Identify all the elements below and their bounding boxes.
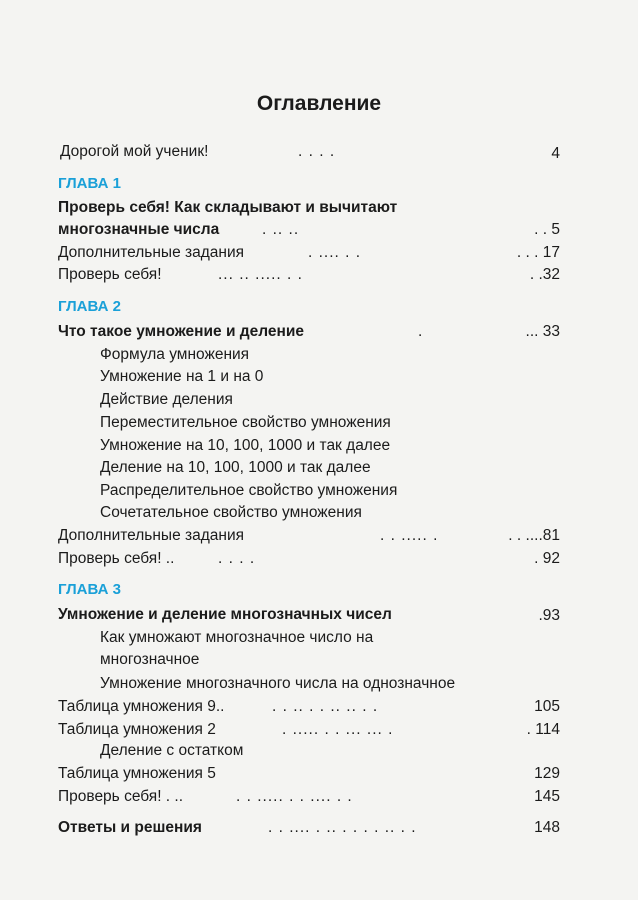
toc-entry-extra-tasks-1[interactable]: Дополнительные задания	[58, 244, 245, 261]
page-number: 4	[551, 145, 560, 162]
page-number: 148	[534, 819, 560, 836]
chapter-heading-2: ГЛАВА 2	[58, 298, 121, 315]
toc-entry-check-3[interactable]: Проверь себя! . ..	[58, 788, 184, 805]
chapter-heading-3: ГЛАВА 3	[58, 581, 121, 598]
toc-entry-chapter3-title[interactable]: Умножение и деление многозначных чисел	[58, 606, 392, 623]
leader-dots: . . . .	[298, 143, 336, 160]
page-number: . . ....81	[508, 527, 560, 544]
toc-subentry[interactable]: Действие деления	[100, 391, 233, 408]
toc-entry-check-1[interactable]: Проверь себя!	[58, 266, 162, 283]
page-number: 129	[534, 765, 560, 782]
toc-subentry[interactable]: Деление на 10, 100, 1000 и так далее	[100, 459, 371, 476]
toc-subentry[interactable]: Умножение многозначного числа на однозначное	[100, 675, 456, 692]
toc-subentry[interactable]: Умножение на 1 и на 0	[100, 368, 264, 385]
toc-subentry-cont[interactable]: многозначное	[100, 651, 200, 668]
leader-dots: . . .. . . .. .. . .	[272, 698, 379, 715]
page-number: ... 33	[525, 323, 560, 340]
toc-entry-extra-tasks-2[interactable]: Дополнительные задания	[58, 527, 245, 544]
toc-subentry[interactable]: Деление с остатком	[100, 742, 244, 759]
toc-entry-intro[interactable]: Дорогой мой ученик!	[60, 143, 209, 160]
leader-dots: ... .. ..... . .	[218, 266, 303, 283]
leader-dots: .	[418, 323, 424, 340]
toc-entry-chapter1-title-cont[interactable]: многозначные числа	[58, 221, 220, 238]
leader-dots: . . . .	[218, 550, 256, 567]
page-number: . 92	[534, 550, 560, 567]
leader-dots: . ..... . . ... ... .	[282, 721, 394, 738]
page-title: Оглавление	[256, 92, 382, 115]
page-number: 105	[534, 698, 560, 715]
page-number: . . . 17	[516, 244, 560, 261]
leader-dots: . .... . .	[308, 244, 362, 261]
toc-entry-table-9[interactable]: Таблица умножения 9..	[58, 698, 225, 715]
toc-entry-chapter2-title[interactable]: Что такое умножение и деление	[58, 323, 305, 340]
chapter-heading-1: ГЛАВА 1	[58, 175, 121, 192]
page-number: .93	[538, 607, 560, 624]
toc-entry-check-2[interactable]: Проверь себя! ..	[58, 550, 175, 567]
toc-entry-answers[interactable]: Ответы и решения	[58, 819, 202, 836]
toc-subentry[interactable]: Переместительное свойство умножения	[100, 414, 391, 431]
toc-subentry[interactable]: Формула умножения	[100, 346, 250, 363]
leader-dots: . . ..... . . .... . .	[236, 788, 353, 805]
leader-dots: . . .... . .. . . . . .. . .	[268, 819, 417, 836]
toc-subentry[interactable]: Умножение на 10, 100, 1000 и так далее	[100, 437, 391, 454]
toc-entry-table-2[interactable]: Таблица умножения 2	[58, 721, 216, 738]
leader-dots: . . ..... .	[380, 527, 439, 544]
toc-entry-chapter1-title[interactable]: Проверь себя! Как складывают и вычитают	[58, 199, 398, 216]
toc-entry-table-5[interactable]: Таблица умножения 5	[58, 765, 216, 782]
toc-subentry[interactable]: Распределительное свойство умножения	[100, 482, 398, 499]
page-number: . .32	[529, 266, 560, 283]
page-number: . 114	[526, 721, 560, 738]
leader-dots: . .. ..	[262, 221, 300, 238]
page-number: . . 5	[534, 221, 560, 238]
page-number: 145	[534, 788, 560, 805]
toc-subentry[interactable]: Как умножают многозначное число на	[100, 629, 374, 646]
toc-subentry[interactable]: Сочетательное свойство умножения	[100, 504, 362, 521]
